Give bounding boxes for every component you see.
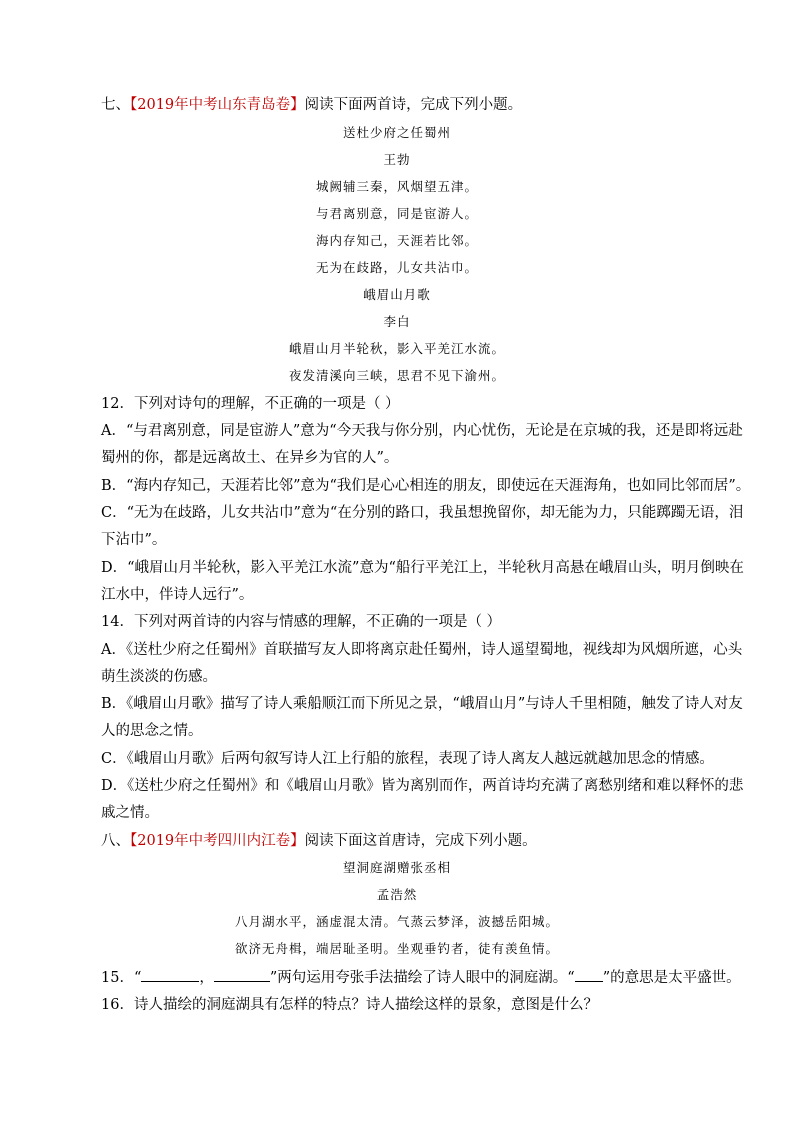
q15-line (101, 967, 741, 988)
q7-instruction: 阅读下面两首诗，完成下列小题。 (304, 97, 523, 113)
q15-comma: ， (199, 970, 214, 986)
poem3-author: 孟浩然 (376, 887, 418, 902)
poem1-line: 与君离别意，同是宦游人。 (315, 206, 478, 221)
poem2-title: 峨眉山月歌 (363, 287, 431, 302)
q14-option-a-cont: 萌生淡淡的伤感。 (101, 669, 217, 685)
poem3-line: 欲济无舟楫，端居耻圣明。坐观垂钓者，徒有羡鱼情。 (234, 941, 559, 956)
q14-option-d: D．《送杜少府之任蜀州》和《峨眉山月歌》皆为离别而作，两首诗均充满了离愁别绪和难以释怀的悲 (101, 778, 744, 794)
q12-option-a: A．“与君离别意，同是宦游人”意为“今天我与你分别，内心忧伤，无论是在京城的我，还是即将远赴 (101, 423, 743, 439)
q14-option-a: A．《送杜少府之任蜀州》首联描写友人即将离京赴任蜀州，诗人遥望蜀地，视线却为风烟所遮，心头 (101, 642, 743, 658)
poem2-author: 李白 (383, 314, 411, 329)
poem3-line: 八月湖水平，涵虚混太清。气蒸云梦泽，波撼岳阳城。 (234, 914, 559, 929)
q15-open-quote: “ (133, 970, 142, 986)
poem2-line: 夜发清溪向三峡，思君不见下渝州。 (288, 368, 505, 383)
q12-option-d: D．“峨眉山月半轮秋，影入平羌江水流”意为“船行平羌江上，半轮秋月高悬在峨眉山头，明月倒映在 (101, 560, 744, 576)
q15-end-text: ”的意思是太平盛世。 (602, 970, 741, 986)
q15-blank-3[interactable] (575, 967, 603, 982)
poem1-title: 送杜少府之任蜀州 (342, 125, 451, 140)
q7-source-tag: 【2019年中考山东青岛卷】 (130, 97, 305, 113)
q12-option-c-cont: 下沾巾”。 (101, 532, 167, 548)
q7-prefix: 七、 (101, 97, 130, 113)
q12-option-d-cont: 江水中，伴诗人远行”。 (101, 587, 254, 603)
poem1-author: 王勃 (383, 152, 411, 167)
q8-instruction: 阅读下面这首唐诗，完成下列小题。 (304, 833, 537, 849)
q15-blank-2[interactable] (214, 967, 270, 982)
q15-blank-1[interactable] (141, 967, 199, 982)
poem1-line: 无为在歧路，儿女共沾巾。 (315, 260, 478, 275)
q14-stem: 14．下列对两首诗的内容与情感的理解，不正确的一项是（ ） (101, 614, 502, 630)
q15-mid-text: ”两句运用夸张手法描绘了诗人眼中的洞庭湖。“ (269, 970, 575, 986)
q15-number: 15． (101, 970, 134, 986)
q8-source-tag: 【2019年中考四川内江卷】 (130, 833, 305, 849)
q12-option-c: C．“无为在歧路，儿女共沾巾”意为“在分别的路口，我虽想挽留你，却无能为力，只能踯躅无语，泪 (101, 505, 744, 521)
poem2-line: 峨眉山月半轮秋，影入平羌江水流。 (288, 341, 505, 356)
q14-option-b-cont: 人的思念之情。 (101, 723, 203, 739)
q12-stem: 12．下列对诗句的理解，不正确的一项是（ ） (101, 396, 400, 412)
poem1-line: 海内存知己，天涯若比邻。 (315, 233, 478, 248)
q12-option-a-cont: 蜀州的你，都是远离故土、在异乡为官的人”。 (101, 450, 399, 466)
poem3-title: 望洞庭湖赠张丞相 (342, 860, 451, 875)
q7-header (101, 95, 721, 115)
q16-text: 16．诗人描绘的洞庭湖具有怎样的特点？诗人描绘这样的景象，意图是什么？ (101, 997, 598, 1013)
poem1-line: 城阙辅三秦，风烟望五津。 (315, 179, 478, 194)
q14-option-c: C．《峨眉山月歌》后两句叙写诗人江上行船的旅程，表现了诗人离友人越远就越加思念的情感。 (101, 751, 714, 767)
q8-prefix: 八、 (101, 833, 130, 849)
q8-header (101, 831, 721, 851)
q12-option-b: B．“海内存知己，天涯若比邻”意为“我们是心心相连的朋友，即使远在天涯海角，也如同比邻而居”。 (101, 478, 751, 494)
q14-option-d-cont: 戚之情。 (101, 805, 159, 821)
q14-option-b: B．《峨眉山月歌》描写了诗人乘船顺江而下所见之景，“峨眉山月”与诗人千里相随，触发了诗人对友 (101, 696, 743, 712)
